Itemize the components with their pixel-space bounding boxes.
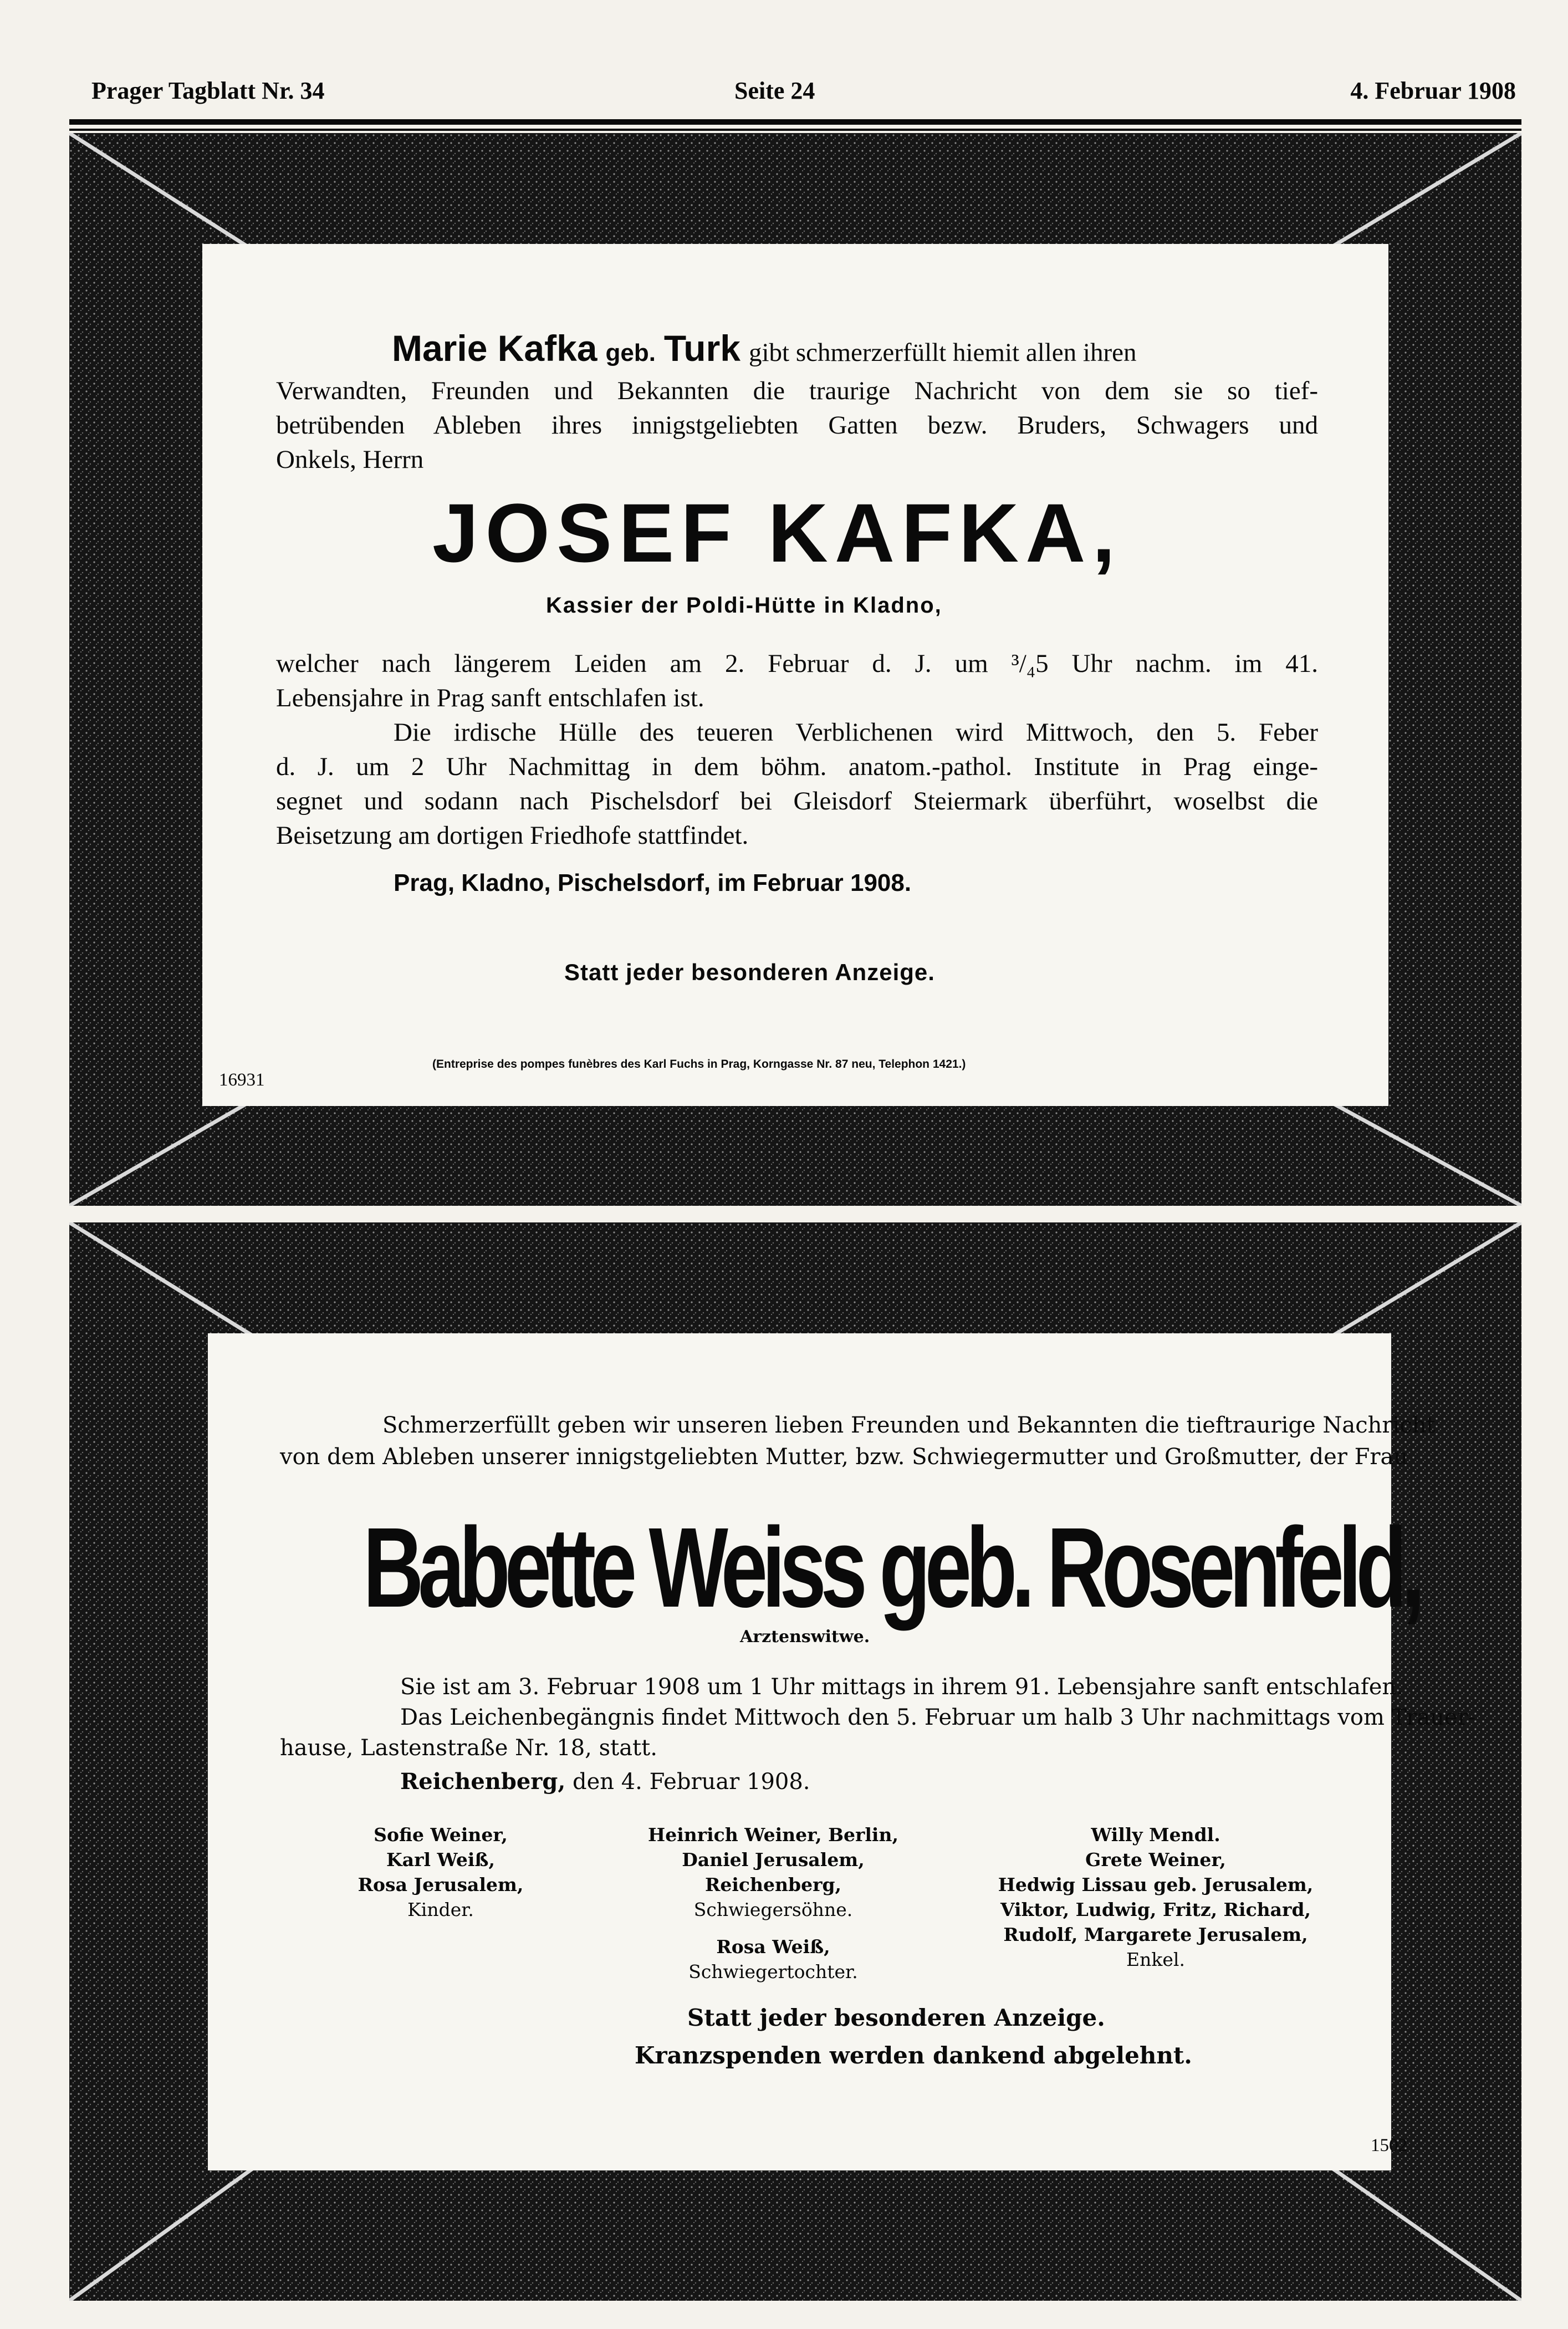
family-member: Hedwig Lissau geb. Jerusalem, <box>998 1874 1314 1895</box>
family-member: Daniel Jerusalem, Reichenberg, <box>682 1849 865 1895</box>
relation-label: Schwiegersöhne. <box>693 1899 853 1920</box>
body-line-4: d. J. um 2 Uhr Nachmittag in dem böhm. anatom.-pathol. Institute in Prag einge- <box>276 752 1318 781</box>
deceased-status: Arztenswitwe. <box>740 1627 870 1647</box>
family-column-in-laws <box>618 1822 928 1984</box>
relation-label: Schwiegertochter. <box>688 1961 858 1983</box>
issue-date: 4. Februar 1908 <box>1350 77 1516 104</box>
family-member: Rudolf, Margarete Jerusalem, <box>1003 1924 1308 1945</box>
family-member: Rosa Jerusalem, <box>357 1874 524 1895</box>
relation-label: Enkel. <box>1126 1949 1185 1970</box>
opening-text: gibt schmerzerfüllt hiemit allen ihren <box>748 338 1137 367</box>
family-member: Heinrich Weiner, Berlin, <box>648 1824 898 1846</box>
maiden-name: Turk <box>663 328 740 369</box>
intro-line-3: Onkels, Herrn <box>276 445 424 474</box>
family-member: Karl Weiß, <box>386 1849 495 1871</box>
ad-number: 16931 <box>219 1070 265 1090</box>
geb-label: geb. <box>605 339 656 366</box>
family-member: Grete Weiner, <box>1085 1849 1226 1871</box>
deceased-name: JOSEF KAFKA, <box>432 486 1122 579</box>
family-column-grandchildren <box>984 1822 1327 1972</box>
family-member: Sofie Weiner, <box>374 1824 508 1846</box>
body-line-1: Sie ist am 3. Februar 1908 um 1 Uhr mittags in ihrem 91. Lebensjahre sanft entschlafen. <box>400 1674 1403 1700</box>
deceased-name: Babette Weiss geb. Rosenfeld, <box>363 1504 1419 1631</box>
body-line-3: Die irdische Hülle des teueren Verblichenen wird Mittwoch, den 5. Feber <box>394 718 1318 747</box>
ad-number: 1502 <box>1371 2136 1407 2155</box>
relation-label: Kinder. <box>407 1899 474 1920</box>
intro-line-1: Schmerzerfüllt geben wir unseren lieben Freunden und Bekannten die tieftraurige Nachricht <box>382 1413 1436 1438</box>
undertaker-note: (Entreprise des pompes funèbres des Karl Fuchs in Prag, Korngasse Nr. 87 neu, Telephon 1421.) <box>432 1058 966 1071</box>
page-number: Seite 24 <box>734 77 815 104</box>
header-rule <box>69 119 1521 125</box>
deceased-position: Kassier der Poldi-Hütte in Kladno, <box>546 593 942 618</box>
obituary-babette-weiss <box>69 1222 1521 2301</box>
statt-line: Statt jeder besonderen Anzeige. <box>687 2004 1105 2031</box>
body-line-6: Beisetzung am dortigen Friedhofe stattfindet. <box>276 821 749 850</box>
place-date: Prag, Kladno, Pischelsdorf, im Februar 1908. <box>394 869 912 896</box>
newspaper-issue: Prager Tagblatt Nr. 34 <box>91 77 325 104</box>
family-member: Rosa Weiß, <box>716 1936 830 1958</box>
family-column-children <box>357 1822 524 1922</box>
body-line-5: segnet und sodann nach Pischelsdorf bei Gleisdorf Steiermark überführt, woselbst die <box>276 787 1318 816</box>
statt-line: Statt jeder besonderen Anzeige. <box>564 959 935 985</box>
body-line-1: welcher nach längerem Leiden am 2. Februar d. J. um ³/₄5 Uhr nachm. im 41. <box>276 649 1318 678</box>
body-line-2: Das Leichenbegängnis findet Mittwoch den 5. Februar um halb 3 Uhr nachmittags vom Trauer- <box>400 1705 1476 1730</box>
kranz-line: Kranzspenden werden dankend abgelehnt. <box>635 2042 1192 2069</box>
place-name: Reichenberg, <box>400 1769 566 1795</box>
family-member: Viktor, Ludwig, Fritz, Richard, <box>1000 1899 1311 1920</box>
body-line-3: hause, Lastenstraße Nr. 18, statt. <box>280 1735 657 1761</box>
widow-name: Marie Kafka <box>392 328 597 369</box>
page-header <box>91 77 1516 110</box>
family-member: Willy Mendl. <box>1091 1824 1220 1846</box>
intro-line-2: von dem Ableben unserer innigstgeliebten Mutter, bzw. Schwiegermutter und Großmutter, der Frau <box>280 1444 1408 1470</box>
obituary-josef-kafka <box>69 133 1521 1206</box>
header-rule-thin <box>69 129 1521 131</box>
date-text: den 4. Februar 1908. <box>572 1769 810 1795</box>
opening-line <box>392 327 1137 369</box>
place-date-line <box>400 1769 810 1795</box>
intro-line-2: betrübenden Ableben ihres innigstgeliebten Gatten bezw. Bruders, Schwagers und <box>276 411 1318 440</box>
body-line-2: Lebensjahre in Prag sanft entschlafen ist. <box>276 684 704 712</box>
intro-line-1: Verwandten, Freunden und Bekannten die traurige Nachricht von dem sie so tief- <box>276 376 1318 405</box>
